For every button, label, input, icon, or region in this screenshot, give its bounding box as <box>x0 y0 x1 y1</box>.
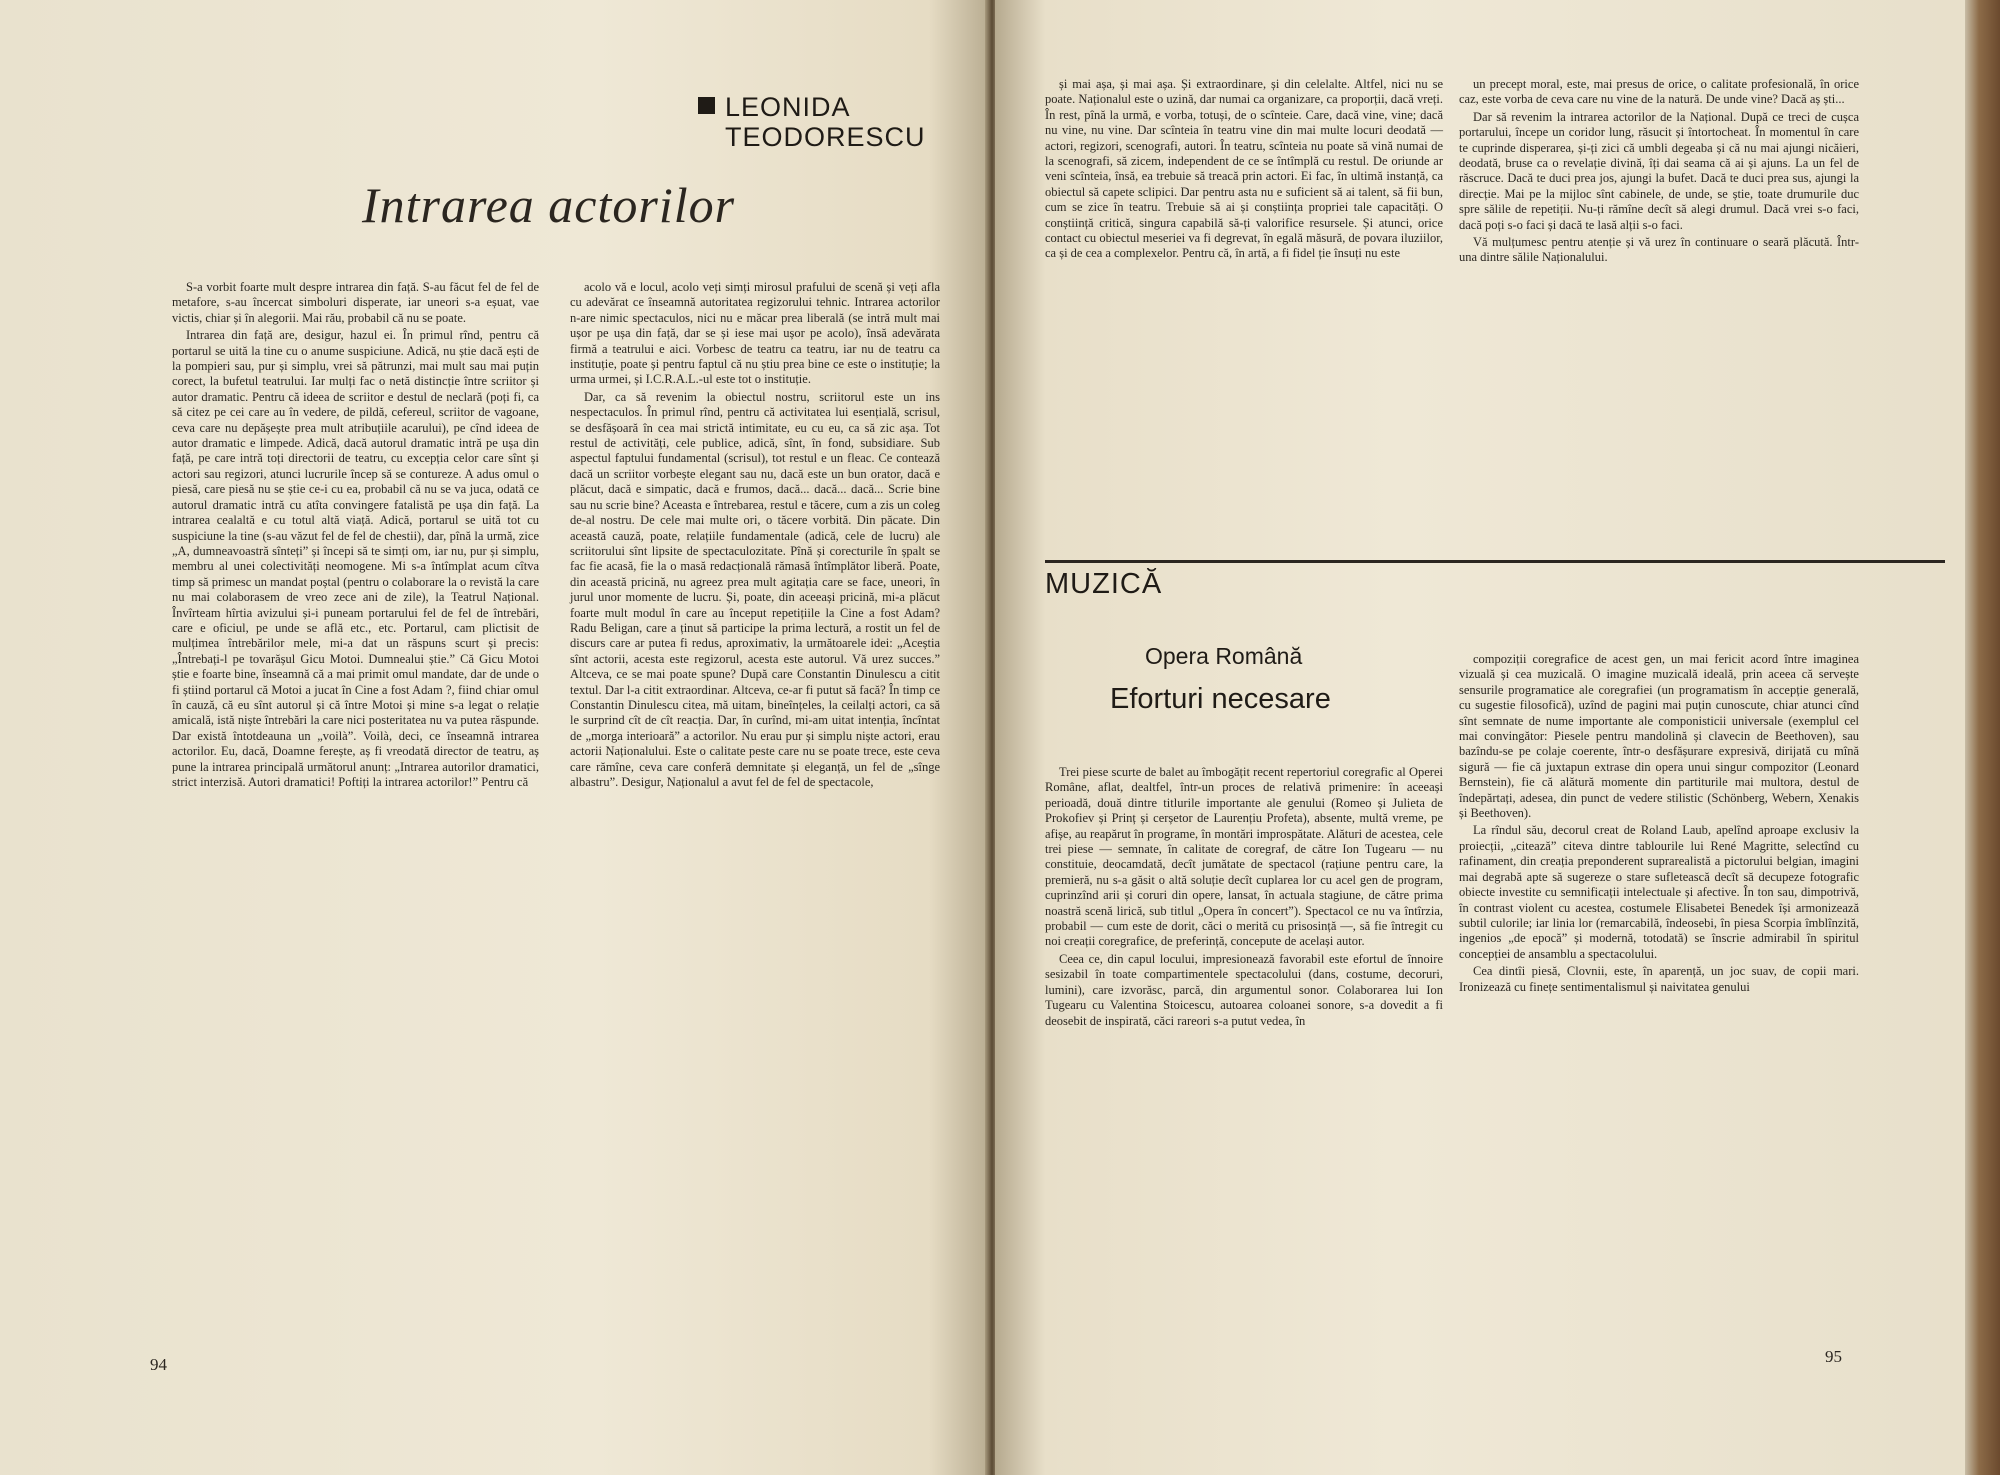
left-page <box>0 0 988 1475</box>
left-column-2 <box>570 280 940 792</box>
page-number: 94 <box>150 1355 167 1374</box>
paragraph: Cea dintîi piesă, Clovnii, este, în aparență, un joc suav, de copii mari. Ironizează cu finețe sentimentalismul și naivitatea genului <box>1459 964 1859 994</box>
paragraph: un precept moral, este, mai presus de orice, o calitate profesională, în orice caz, este vorba de ceva care nu vine de la natură. De unde vine? Dacă aș ști... <box>1459 77 1859 107</box>
article-title: Intrarea actorilor <box>362 177 736 233</box>
right-top-column-1 <box>1045 77 1443 264</box>
paragraph: Dar să revenim la intrarea actorilor de la Național. După ce treci de cușca portarului, începe un coridor lung, răsucit și întortocheat. În momentul în care te cuprinde disperarea, și-ți zici că umbli degeaba și că nu mai ajungi nicăieri, deodată, bruse ca o revelație divină, îți dai seama că ai și ajuns. La un fel de răscruce. Dacă te duci prea jos, ajungi la bufet. Dacă te duci prea sus, ajungi la direcție. Mai pe la mijloc sînt cabinele, de unde, se știe, toate drumurile duc spre sălile de repetiții. Nu-ți rămîne decît să alegi drumul. Dacă vrei s-o faci, dacă poți s-o faci și dacă te lasă alții s-o faci. <box>1459 109 1859 232</box>
section-rule <box>1045 560 1945 563</box>
section-heading: MUZICĂ <box>1045 568 1163 600</box>
paragraph: acolo vă e locul, acolo veți simți mirosul prafului de scenă și veți afla cu adevărat ce înseamnă autoritatea regizorului tehnic. Intrarea actorilor n-are nimic spectaculos, nici nu e măcar prea liberală (se intră mult mai ușor pe ușa din față, dar se și iese mai ușor pe acolo), însă adevărata firmă a teatrului e aici. Vorbesc de teatru ca teatru, iar nu de teatru ca instituție, poate și pentru faptul că nu știu prea bine ce este o instituție; la urma urmei, și I.C.R.A.L.-ul este tot o instituție. <box>570 280 940 387</box>
page-number: 95 <box>1825 1347 1842 1366</box>
paragraph: Dar, ca să revenim la obiectul nostru, scriitorul este un ins nespectaculos. În primul rînd, pentru că activitatea lui esențială, scrisul, se desfășoară în cea mai strictă intimitate, eu cu eu, ca să zic așa. Tot restul de activități, cele publice, adică, sînt, în fond, subsidiare. Sub aspectul faptului fundamental (scrisul), tot restul e un fleac. Ce contează dacă un scriitor vorbește elegant sau nu, dacă este un bun orator, dacă e plăcut, dacă e simpatic, dacă e frumos, dacă... dacă... dacă... Scrie bine sau nu scrie bine? Aceasta e întrebarea, restul e tăcere, cum a zis un coleg de-al nostru. De cele mai multe ori, o tăcere vorbită. Din păcate. Din această cauză, poate, relațiile fundamentale (adică, cele de lucru) ale scriitorului sînt lipsite de spectaculozitate. Pînă și corecturile în șpalt se fac fie acasă, fie la o masă redacțională rămasă întîmplător liberă. Poate, din această pricină, nu agreez prea mult agitația care se face, uneori, în jurul unor momente de lucru. Și, poate, din aceeași pricină, mi-a plăcut foarte mult modul în care au început repetițiile la Cine a fost Adam? Radu Beligan, care a ținut să participe la prima lectură, a rostit un fel de discurs care ar putea fi redus, aproximativ, la următoarele idei: „Aceștia sînt actorii, acesta este regizorul, acesta este autorul. Vă urez succes.” Altceva, ce se mai poate spune? După care Constantin Dinulescu a citit textul. Dar l-a citit extraordinar. Altceva, ce-ar fi putut să facă? În timp ce Constantin Dinulescu citea, mă uitam, bineînțeles, la ceilalți actori, ca să le surprind cît de cît reacția. Dar, în curînd, mi-am uitat intenția, încîntat de „morga interioară” a actorilor. Nu erau pur și simplu niște actori, erau actorii Naționalului. Este o calitate peste care nu se poate trece, este ceva care rămîne, ceva care conferă demnitate și eleganță, un fel de „sînge albastru”. Desigur, Naționalul a avut fel de fel de spectacole, <box>570 389 940 789</box>
paragraph: și mai așa, și mai așa. Și extraordinare, și din celelalte. Altfel, nici nu se poate. Naționalul este o uzină, dar numai ca organizare, ca proporții, dacă vreți. În rest, pînă la urmă, e vorba, totuși, de o scînteie. Care, dacă vine, vine; dacă nu vine, nu vine. Dar scînteia în teatru vine din mai multe locuri deodată — actori, regizori, scenografi, autori. În teatru, scînteia nu poate să vină numai de la scenografi, să zicem, independent de ce se întîmplă cu restul. De oriunde ar veni scînteia, însă, ea trebuie să treacă prin actori. Ei fac, în ultimă instanță, ca obiectul să capete sclipici. Dar pentru asta nu e suficient să ai talent, să fii bun, cum se zice în teatru. Trebuie să ai și conștiința propriei tale capacități. O conștiință critică, singura capabilă să-ți valorifice resursele. Și atunci, orice contact cu obiectul meseriei va fi degrevat, în egală măsură, de povara iluziilor, ca și de cea a complexelor. Pentru că, în artă, a fi fidel ție însuți nu este <box>1045 77 1443 261</box>
paragraph: Intrarea din față are, desigur, hazul ei. În primul rînd, pentru că portarul se uită la tine cu o anume suspiciune. Adică, nu știe dacă ești de la pompieri sau, pur și simplu, vrei să pătrunzi, mai mult sau mai puțin corect, la bufetul teatrului. Iar mulți fac o netă distincție între scriitor și autor dramatic. Pentru că ideea de scriitor e destul de neclară (poți fi, ca să citez pe cei care au în vedere, de pildă, cefereul, scriitor de vagoane, ceva care nu depășește prea mult atribuțiile acarului), pe cînd ideea de autor dramatic e limpede. Adică, dacă autorul dramatic intră pe ușa din față, pe care intră toți directorii de teatru, cu excepția celor care sînt și actori sau regizori, atunci lucrurile încep să se contureze. A adus omul o piesă, care piesă nu se știe ce-i cu ea, probabil că nu se va juca, odată ce autorul dramatic intră cu atîta convingere fatalistă pe ușa din față. La intrarea cealaltă e cu totul altă viață. Adică, portarul se uită tot cu suspiciune la tine (s-au văzut fel de fel de chestii), dar, pînă la urmă, zice „A, dumneavoastră sînteți” și începi să te simți om, iar nu, pur și simplu, membru al unei colectivități neomogene. Mi s-a întîmplat acum cîtva timp să primesc un mandat poștal (pentru o colaborare la o revistă la care nu mai colaborasem de vreo zece ani de zile), la Teatrul Național. Învîrteam hîrtia avizului și-i puneam portarului fel de fel de întrebări, care e oficiul, pe unde se află etc., etc. Portarul, cam plictisit de mulțimea întrebărilor mele, mi-a dat un răspuns scurt și precis: „Întrebați-l pe tovarășul Gicu Motoi. Dumnealui știe.” Că Gicu Motoi știe e foarte bine, înseamnă că a mai primit omul mandate, dar de unde o fi știind portarul că Motoi a jucat în Cine a fost Adam ?, fiind chiar omul în cauză, că eu sînt autorul și că între Motoi și mine s-a legat o relație amicală, istă niște întrebări la care nici posteritatea nu va putea răspunde. Dar există întotdeauna un „voilà”. Voilà, deci, ce înseamnă intrarea actorilor. Eu, dacă, Doamne ferește, aș fi vreodată director de teatru, aș pune la intrarea principală următorul anunț: „Intrarea autorilor dramatici, strict interzisă. Autori dramatici! Poftiți la intrarea actorilor!” Pentru că <box>172 328 539 789</box>
paragraph: Ceea ce, din capul locului, impresionează favorabil este efortul de înnoire sesizabil în toate compartimentele spectacolului (dans, costume, decoruri, lumini), care izvorăsc, parcă, din argumentul sonor. Colaborarea lui Ion Tugearu cu Valentina Stoicescu, autoarea coloanei sonore, s-a dovedit a fi deosebit de inspirată, căci rareori s-a putut vedea, în <box>1045 951 1443 1028</box>
article-subheading: Opera Română <box>1145 643 1303 669</box>
right-bottom-column-2 <box>1459 652 1859 997</box>
paragraph: Vă mulțumesc pentru atenție și vă urez în continuare o seară plăcută. Într-una dintre sălile Naționalului. <box>1459 235 1859 265</box>
author-first-name: LEONIDA <box>725 92 851 122</box>
paragraph: compoziții coregrafice de acest gen, un mai fericit acord între imaginea vizuală și cea muzicală. O imagine muzicală ideală, prin aceea că servește sensurile programatice ale coregrafiei (un programatism în accepție generală, cu sugestie filosofică), uzînd de pagini mai puțin cunoscute, chiar atunci cînd sînt semnate de nume importante ale componisticii universale (exemplul cel mai convingător: Piesele pentru mandolină și clavecin de Beethoven), sau bazîndu-se pe colaje coerente, într-o desfășurare expresivă, dirijată cu mînă sigură — fie că juxtapun extrase din opera unui singur compozitor (Leonard Bernstein), fie că alătură momente din partiturile mai multora, destul de îndepărtați, adesea, din punct de vedere stilistic (Schönberg, Webern, Xenakis și Beethoven). <box>1459 652 1859 821</box>
article-title: Eforturi necesare <box>1110 683 1331 715</box>
square-bullet-icon <box>698 97 715 114</box>
right-page <box>995 0 2000 1475</box>
right-book-edge <box>1965 0 2000 1475</box>
right-bottom-column-1 <box>1045 765 1443 1031</box>
left-column-1 <box>172 280 539 792</box>
paragraph: S-a vorbit foarte mult despre intrarea din față. S-au făcut fel de fel de metafore, s-au încercat simboluri disperate, iar uneori s-a eșuat, vae victis, chiar și în alegorii. Mai rău, probabil că nu se poate. <box>172 280 539 325</box>
paragraph: La rîndul său, decorul creat de Roland Laub, apelînd aproape exclusiv la proiecții, „citează” citeva dintre tablourile lui René Magritte, selectînd cu rafinament, din creația preponderent suprarealistă a pictorului belgian, imagini mai degrabă apte să sugereze o stare sufletească decît să decupeze fotografic obiecte investite cu semnificații intelectuale și afective. În ton sau, dimpotrivă, în contrast violent cu acestea, costumele Elisabetei Benedek își armonizează subtil culorile; iar linia lor (remarcabilă, îndeosebi, în piesa Scorpia îmblînzită, ingenios „de epocă” și modernă, totodată) se înscrie admirabil în spiritul concepției de ansamblu a spectacolului. <box>1459 823 1859 961</box>
paragraph: Trei piese scurte de balet au îmbogățit recent repertoriul coregrafic al Operei Române, aflat, dealtfel, într-un proces de relativă primenire: în aceeași perioadă, două dintre titlurile importante ale genului (Romeo și Julieta de Prokofiev și Prinț și cerșetor de Laurențiu Profeta), absente, multă vreme, pe afișe, au reapărut în programe, în montări improspătate. Alături de acestea, cele trei piese — semnate, în calitate de coregraf, de către Ion Tugearu — nu constituie, deocamdată, decît jumătate de spectacol (rațiune pentru care, la premieră, nu s-a găsit o altă soluție decît cuplarea lor cu acel gen de program, cuprinzînd arii și coruri din opere, lansat, în actuala stagiune, de către prima noastră scenă lirică, sub titlul „Opera în concert”). Spectacol ce nu va întîrzia, probabil — cum este de dorit, căci o merită cu prisosință —, să fie întregit cu noi creații coregrafice, de preferință, concepute de același autor. <box>1045 765 1443 949</box>
author-byline <box>698 92 926 152</box>
author-last-name: TEODORESCU <box>725 122 926 152</box>
right-top-column-2 <box>1459 77 1859 268</box>
